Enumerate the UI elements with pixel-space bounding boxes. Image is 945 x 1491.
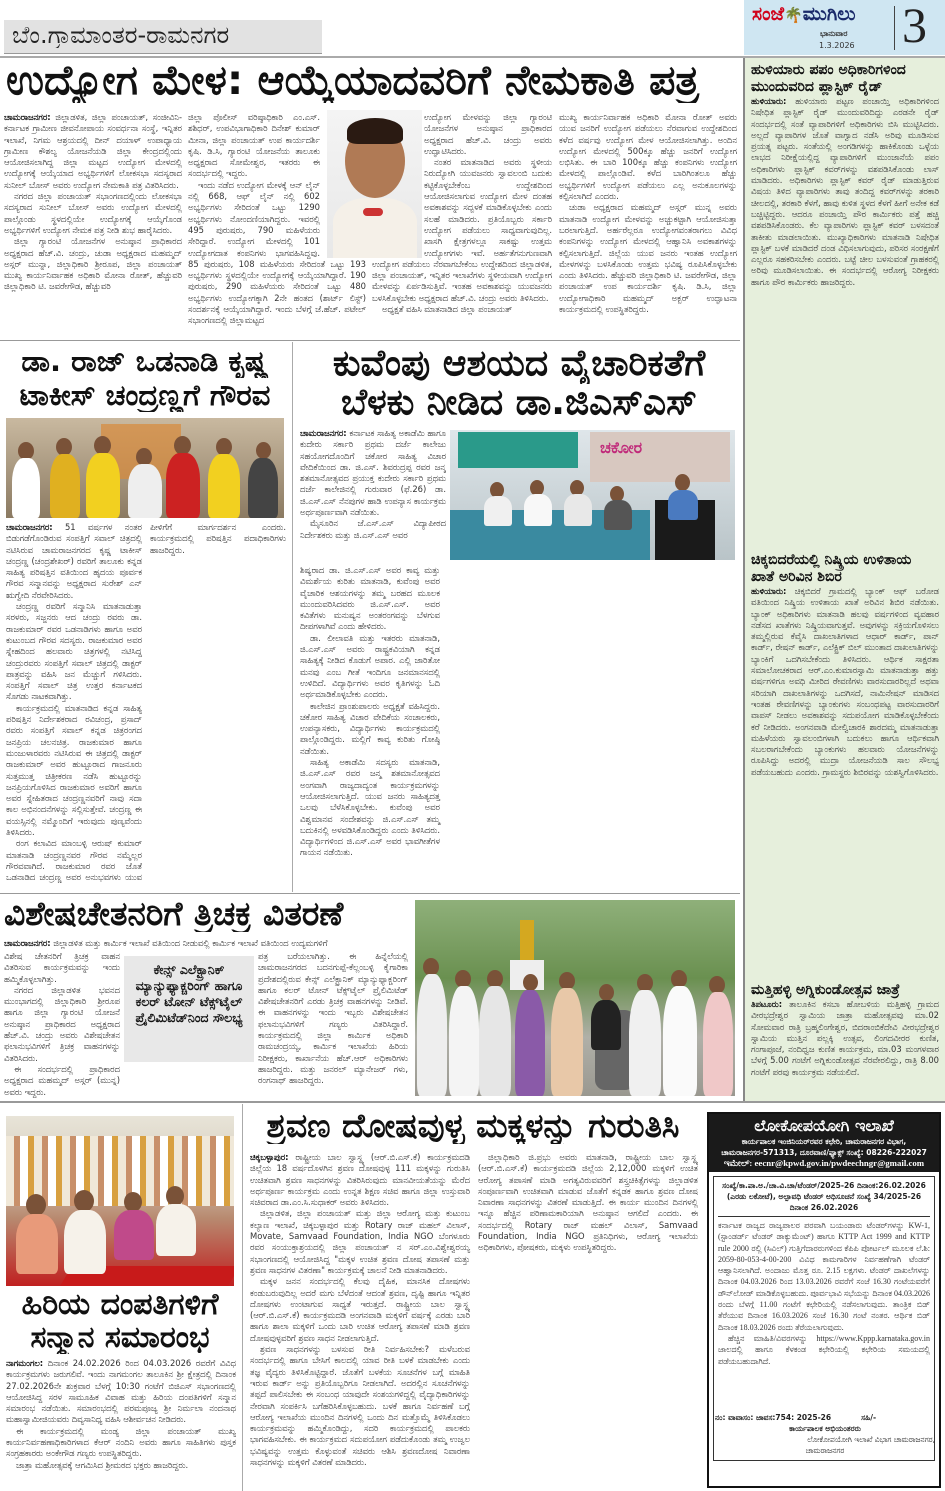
- paragraph: ಪತ್ರ ಬರೆಯಲಾಗಿತ್ತು. ಈ ಹಿನ್ನೆಲೆಯಲ್ಲಿ ಚಾಮರಾಜನಗರದ ಬದನಗುಪ್ಪೆ-ಕೆಲ್ಲಂಬಳ್ಳಿ ಕೈಗಾರಿಕಾ ಪ್ರದೇಶದಲ್ಲಿರುವ ಕೇನ್ಸ್ ಎಲೆಕ್ಟ್ರಾನಿಕ್ ಮ್ಯಾನ್ಯುಫ್ಯಾಕ್ಚರಿಂಗ್ ಹಾಗೂ ಕಲರ್ ಟೋನ್ ಟೆಕ್ಸ್‌ಟೈಲ್ ಪ್ರೈಲಿಮಿಟೆಡ್ ವಿಶೇಷಚೇತನರಿಗೆ ಎರಡು ತ್ರಿಚಕ್ರ ವಾಹನಗಳನ್ನು ನೀಡಿವೆ. ಈ ವಾಹನಗಳನ್ನು ಇಂದು ಇಬ್ಬರು ವಿಶೇಷಚೇತನ ಫಲಾನುಭವಿಗಳಿಗೆ ಗಣ್ಯರು ವಿತರಿಸಿದ್ದಾರೆ. ಕಾರ್ಯಕ್ರಮದಲ್ಲಿ ಜಿಲ್ಲಾ ಕಾರ್ಮಿಕ ಅಧಿಕಾರಿ ರಾಮಚಂದ್ರಯ್ಯ, ಕಾರ್ಮಿಕ ಇಲಾಖೆಯ ಹಿರಿಯ ನಿರೀಕ್ಷಕರು, ಕಾರ್ಖಾನೆಯ ಹೆಚ್.ಆರ್ ಅಧಿಕಾರಿಗಳು ಹಾಜರಿದ್ದರು. ಮತ್ತು ಜನರಲ್ ಮ್ಯಾನೇಜರ್ ಗಳು, ರಂಗನಾಥ್ ಹಾಜರಿದ್ದರು.: [258, 951, 408, 1086]
- paragraph: ಜಿಲ್ಲಾಧಿಕಾರಿ ಜಿ.ಪ್ರಭು ಅವರು ಮಾತನಾಡಿ, ರಾಷ್ಟ್ರೀಯ ಬಾಲ ಸ್ವಾಸ್ಥ್ಯ (ಆರ್.ಬಿ.ಎಸ್.ಕೆ) ಕಾರ್ಯಕ್ರಮದಡಿ ಜಿಲ್ಲೆಯ 2,12,000 ಮಕ್ಕಳಿಗೆ ಉಚಿತ ಆರೋಗ್ಯ ತಪಾಸಣೆ ಮಾಡಿ ಅಗತ್ಯವಿರುವವರಿಗೆ ಶಸ್ತ್ರಚಿಕಿತ್ಸೆಗಳನ್ನು ಜಿಲ್ಲಾಡಳಿತ ಸಂಪೂರ್ಣವಾಗಿ ಉಚಿತವಾಗಿ ಮಾಡುವ ಜೊತೆಗೆ ಕನ್ನಡಕ ಹಾಗೂ ಶ್ರವಣ ದೋಷ ನಿವಾರಣಾ ಸಾಧನಗಳನ್ನು ವಿತರಣೆ ಮಾಡುತ್ತಿದೆ. ಈ ಕಾರ್ಯ ಮುಂದಿನ ದಿನಗಳಲ್ಲಿ ಇನ್ನೂ ಹೆಚ್ಚಿನ ಪರಿಣಾಮಕಾರಿಯಾಗಿ ಅನುಷ್ಠಾನ ಆಗಲಿದೆ ಎಂದರು. ಈ ಸಂದರ್ಭದಲ್ಲಿ Rotary ರಾಜ್ ಮಹಲ್ ವಿಲಾಸ್, Samvaad Foundation, India NGO ಪ್ರತಿನಿಧಿಗಳು, ಆರೋಗ್ಯ ಇಲಾಖೆಯ ಅಧಿಕಾರಿಗಳು, ಪೋಷಕರು, ಮಕ್ಕಳು ಉಪಸ್ಥಿತರಿದ್ದರು.: [478, 1152, 698, 1253]
- tricycle-lead: [4, 938, 409, 950]
- dateline: ತಿಪಟೂರು:: [751, 999, 783, 1009]
- tricycle-handover-photo: [415, 900, 735, 1096]
- hearing-body: [250, 1152, 698, 1490]
- raj-headline-1: ಡಾ. ರಾಜ್ ಒಡನಾಡಿ ಕೃಷ್ಣ: [21, 346, 269, 378]
- elderly-audience-photo: [6, 1116, 234, 1286]
- paragraph: ಜಿಲ್ಲಾಡಳಿತ, ಜಿಲ್ಲಾ ಪಂಚಾಯತ್ ಮತ್ತು ಜಿಲ್ಲಾ ಆರೋಗ್ಯ ಮತ್ತು ಕುಟುಂಬ ಕಲ್ಯಾಣ ಇಲಾಖೆ, ಚಿಕ್ಕಬಳ್ಳಾಪುರ ಮತ್ತು Rotary ರಾಜ್ ಮಹಲ್ ವಿಲಾಸ್, Movate, Samvaad Foundation, India NGO ಬೆಂಗಳೂರು ರವರ ಸಂಯುಕ್ತಾಶ್ರಯದಲ್ಲಿ ಜಿಲ್ಲಾ ಪಂಚಾಯತ್ ನ ಸರ್.ಎಂ.ವಿಶ್ವೇಶ್ವರಯ್ಯ ಸಭಾಂಗಣದಲ್ಲಿ ಆಯೋಜಿಸಿದ್ದ "ಮಕ್ಕಳ ಉಚಿತ ಶ್ರವಣ ದೋಷ ತಪಾಸಣೆ ಮತ್ತು ಶ್ರವಣ ಸಾಧನಗಳ ವಿತರಣಾ" ಕಾರ್ಯಕ್ರಮಕ್ಕೆ ಚಾಲನೆ ನೀಡಿ ಮಾತನಾಡಿದರು.: [250, 1208, 470, 1275]
- paragraph-list: [6, 522, 286, 888]
- paragraph: ಮಕ್ಕಳ ಜನನ ಸಂದರ್ಭದಲ್ಲಿ ಕೆಲವು ದೈಹಿಕ, ಮಾನಸಿಕ ದೋಷಗಳು ಕಂಡುಬರುವುದಿಲ್ಲ ಅದರೆ ಮಗು ಬೆಳೆದಂತೆ ಆದಂತೆ ಶ್ರವಣ, ದೃಷ್ಟಿ ಹಾಗೂ ಇನ್ನಿತರ ದೋಷಗಳು ಉಂಟಾಗುವ ಸಾಧ್ಯತೆ ಇರುತ್ತದೆ. ರಾಷ್ಟ್ರೀಯ ಬಾಲ ಸ್ವಾಸ್ಥ್ಯ (ಆರ್.ಬಿ.ಎಸ್.ಕೆ) ಕಾರ್ಯಕ್ರಮದಡಿ ಅಂಗನವಾಡಿ ಮಕ್ಕಳಿಗೆ ವರ್ಷಕ್ಕೆ ಎರಡು ಬಾರಿ ಹಾಗೂ ಶಾಲಾ ಮಕ್ಕಳಿಗೆ ಒಂದು ಬಾರಿ ಉಚಿತ ಆರೋಗ್ಯ ತಪಾಸಣೆ ಮಾಡಿ ಶ್ರವಣ ದೋಷವುಳ್ಳವರಿಗೆ ಶ್ರವಣ ಸಾಧನ ನೀಡಲಾಗುತ್ತಿದೆ.: [250, 1276, 470, 1343]
- paragraph: ದಿನಾಂಕ 24.02.2026 ರಿಂದ 04.03.2026 ರವರೆಗೆ ವಿವಿಧ ಕಾರ್ಯಕ್ರಮಗಳು ಜರುಗಲಿವೆ. ಇಂದು ನಾಗಮಂಗಲ ತಾಲೂಕಿನ ಶ್ರೀ ಕ್ಷೇತ್ರದಲ್ಲಿ ದಿನಾಂಕ 27.02.2026ನೇ ಶುಕ್ರವಾರ ಬೆಳಗ್ಗೆ 10:30 ಗಂಟೆಗೆ ಬಿಜಿಎಸ್ ಸಭಾಂಗಣದಲ್ಲಿ ಆಯೋಜಿಸಿದ್ದ ಸರಳ ಸಾಮೂಹಿಕ ವಿವಾಹ ಮತ್ತು ಹಿರಿಯ ದಂಪತಿಗಳಿಗೆ ಸನ್ಮಾನ ಸಮಾರಂಭ ನಡೆಯಿತು. ಸಮಾರಂಭದಲ್ಲಿ ಪರಮಪೂಜ್ಯ ಶ್ರೀ ನಿರ್ಮಲಾ ನಂದನಾಥ ಮಹಾಸ್ವಾಮೀಜಿಯವರು ದಿವ್ಯಸಾನಿಧ್ಯ ವಹಿಸಿ ಆಶೀರ್ವಚನ ನೀಡಿದರು.: [6, 1358, 236, 1425]
- dateline: ಚಾಮರಾಜನಗರ:: [300, 428, 347, 438]
- job-fair-col-1: [4, 112, 182, 338]
- section-label: ಬೆಂ.ಗ್ರಾಮಾಂತರ-ರಾಮನಗರ: [12, 22, 230, 49]
- paragraph: ತಾಲೂಕಿನ ಕಸಬಾ ಹೋಬಳಿಯ ಮತ್ತಿಹಳ್ಳಿ ಗ್ರಾಮದ ವೀರಭದ್ರೇಶ್ವರ ಸ್ವಾಮಿಯ ಜಾತ್ರಾ ಮಹೋತ್ಸವವು ಮಾ.02 ಸೋಮವಾರ ರಾತ್ರಿ ಬ್ರಹ್ಮಲಿಂಗೇಶ್ವರ, ಬಿದರಾಂಬಿಕೆದೇವಿ ವೀರಭದ್ರೇಶ್ವರ ಸ್ವಾಮಿಯ ಮುತ್ತಿನ ಪಲ್ಲಕ್ಕಿ ಉತ್ಸವ, ಲಿಂಗದವೀರರ ಕುಣಿತ, ಗಂಗಾಪೂಜೆ, ನಂದಿಧ್ವಜ ಕುಣಿತ ಕಾರ್ಯಕ್ರಮ, ಮಾ.03 ಮಂಗಳವಾರ ಬೆಳಗ್ಗೆ 5.00 ಗಂಟೆಗೆ ಅಗ್ನಿಕುಂಡೋತ್ಸವ ನೆರವೇರಲಿದ್ದು, ರಾತ್ರಿ 8.00 ಗಂಟೆಗೆ ಪರವು ಕಾರ್ಯಕ್ರಮ ನಡೆಯಲಿದೆ.: [751, 999, 939, 1077]
- pwd-tender-ad: [707, 1112, 941, 1488]
- paragraph: 51 ವರ್ಷಗಳ ನಂತರ ಬಿಡುಗಡೆಗೊಂಡಿರುವ ಸಂಪತ್ತಿಗೆ ಸವಾಲ್ ಚಿತ್ರದಲ್ಲಿ ನಟಿಸಿರುವ ಚಾಮರಾಜನಗರದ ಕೃಷ್ಣ ಟಾಕೀಸ್ ಚಂದ್ರಣ್ಣ (ಚಂದ್ರಶೇಖರ್) ರವರಿಗೆ ತಾಲೂಕು ಕನ್ನಡ ಸಾಹಿತ್ಯ ಪರಿಷತ್ತಿನ ವತಿಯಿಂದ ಹೃದಯ ಪೂರ್ವಕ ಗೌರವ ಸನ್ಮಾನವನ್ನು ಅಧ್ಯಕ್ಷರಾದ ಸುರೇಶ್ ಎನ್ ಋಗ್ವೇದಿ ನೆರವೇರಿಸಿದರು.: [6, 522, 142, 600]
- dateline: ಹುಳಿಯಾರು:: [751, 586, 787, 596]
- ad-header: [709, 1114, 939, 1172]
- kuvempu-headline-2: ಬೆಳಕು ನೀಡಿದ ಡಾ.ಜಿಎಸ್‌ಎಸ್: [341, 383, 697, 423]
- ad-body: [718, 1220, 930, 1367]
- divider: [0, 340, 740, 341]
- kuvempu-event-photo: [450, 430, 735, 560]
- paragraph: ಕಾರ್ಯಕ್ರಮದಲ್ಲಿ ಮಾತನಾಡಿದ ಕನ್ನಡ ಸಾಹಿತ್ಯ ಪರಿಷತ್ತಿನ ನಿರ್ದೇಶಕರಾದ ರವಿಚಂದ್ರ, ಪ್ರಸಾದ್ ರವರು ಸಂಪತ್ತಿಗೆ ಸವಾಲ್ ಕನ್ನಡ ಚಿತ್ರರಂಗದ ಜನಪ್ರಿಯ ಚಲನಚಿತ್ರ. ರಾಜಕುಮಾರ ಹಾಗೂ ಮಂಜುಳಾರವರು ನಟಿಸಿರುವ ಈ ಚಿತ್ರದಲ್ಲಿ ಡಾಕ್ಟರ್ ರಾಜಕುಮಾರ್ ಅವರ ಹುಟ್ಟೂರಾದ ಗಾಜನೂರು ಸುತ್ತಮುತ್ತ ಚಿತ್ರೀಕರಣ ನಡೆಸಿ ಹುಟ್ಟೂರನ್ನು ಜನಪ್ರಿಯಗೊಳಿಸಿದ ರಾಜಕುಮಾರ ಅವರಿಗೆ ಹಾಗೂ ಅವರ ಸ್ನೇಹಿತರಾದ ಚಂದ್ರಣ್ಣನವರಿಗೆ ನಾವು ಸದಾ ಕಾಲ ಅಭಿನಂದನೆಗಳನ್ನು ಸಲ್ಲಿಸುತ್ತೇವೆ. ಚಂದ್ರಣ್ಣ ಈ ವಯಸ್ಸಿನಲ್ಲಿ ನಮ್ಮೊಂದಿಗೆ ಇರುವುದು ಪುಣ್ಯವೆಂದು ತಿಳಿಸಿದರು.: [6, 702, 142, 838]
- paragraph-list: [718, 1221, 930, 1367]
- paragraph: ಹೆಚ್ಚಿನ ಮಾಹಿತಿ/ವಿವರಗಳನ್ನು https://www.Kppp.karnataka.gov.in ಜಾಲದಲ್ಲಿ ಹಾಗೂ ಕೆಳಕಂಡ ಕಛೇರಿಯಲ್ಲಿ ಕಛೇರಿಯ ಸಮಯದಲ್ಲಿ ಪಡೆಯಬಹುದಾಗಿದೆ.: [718, 1333, 930, 1366]
- sidebar-headline: ಮತ್ತಿಹಳ್ಳಿ ಅಗ್ನಿಕುಂಡೋತ್ಸವ ಜಾತ್ರೆ: [751, 982, 900, 998]
- sidebar: [743, 58, 945, 1102]
- page-divider: [894, 6, 895, 50]
- job-fair-col-4: [559, 112, 737, 338]
- paragraph: ಉದ್ಯೋಗ ಮೇಳವನ್ನು ಜಿಲ್ಲಾ ಗ್ಯಾರಂಟಿ ಯೋಜನೆಗಳ ಅನುಷ್ಠಾನ ಪ್ರಾಧಿಕಾರದ ಅಧ್ಯಕ್ಷರಾದ ಹೆಚ್.ವಿ. ಚಂದ್ರು ಅವರು ಉದ್ಘಾಟಿಸಿದರು.: [424, 112, 552, 156]
- masthead: [744, 0, 945, 55]
- ad-footer-number: ನಂ: ವಾವಾಸಂ: ಜಾವಸ:754: 2025-26: [715, 1413, 832, 1422]
- paragraph-list: [751, 586, 939, 777]
- dateline: ಚಿಕ್ಕಬಳ್ಳಾಪುರ:: [250, 1152, 289, 1162]
- dateline: ಚಾಮರಾಜನಗರ:: [6, 522, 53, 532]
- paragraph-list: [4, 112, 182, 293]
- paragraph: ಕರ್ನಾಟಕ ಸಾಹಿತ್ಯ ಅಕಾಡೆಮಿ ಹಾಗೂ ಕುದೇರು ಸರ್ಕಾರಿ ಪ್ರಥಮ ದರ್ಜೆ ಕಾಲೇಜು ಸಹಯೋಗದೊಂದಿಗೆ ಚಕೋರ ಸಾಹಿತ್ಯ ವಿಚಾರ ವೇದಿಕೆಯಿಂದ ಡಾ. ಜಿ.ಎಸ್. ಶಿವರುದ್ರಪ್ಪ ರವರ ಜನ್ಮ ಶತಮಾನೋತ್ಸವದ ಪ್ರಯುಕ್ತ ಕುದೇರು ಸರ್ಕಾರಿ ಪ್ರಥಮ ದರ್ಜೆ ಕಾಲೇಜಿನಲ್ಲಿ ಗುರುವಾರ (ಫೆ.26) ಡಾ. ಜಿ.ಎಸ್.ಎಸ್ ನೆನಪುಗಳ ಹಾಡಿ ಉಪನ್ಯಾಸ ಕಾರ್ಯಕ್ರಮ ಅರ್ಥಪೂರ್ಣವಾಗಿ ನಡೆಯಿತು.: [300, 428, 446, 518]
- paragraph: ಸಾಹಿತ್ಯ ಅಕಾಡೆಮಿ ಸದಸ್ಯರು ಮಾತನಾಡಿ, ಜಿ.ಎಸ್.ಎಸ್ ರವರ ಜನ್ಮ ಶತಮಾನೋತ್ಸವದ ಅಂಗವಾಗಿ ರಾಜ್ಯದಾದ್ಯಂತ ಕಾರ್ಯಕ್ರಮಗಳನ್ನು ಆಯೋಜಿಸಲಾಗುತ್ತಿದೆ. ಯುವ ಜನರು ಸಾಹಿತ್ಯದತ್ತ ಒಲವು ಬೆಳೆಸಿಕೊಳ್ಳಬೇಕು. ಕುವೆಂಪು ಅವರ ವಿಶ್ವಮಾನವ ಸಂದೇಶವನ್ನು ಜಿ.ಎಸ್.ಎಸ್ ತಮ್ಮ ಬದುಕಿನಲ್ಲಿ ಅಳವಡಿಸಿಕೊಂಡಿದ್ದರು ಎಂದು ತಿಳಿಸಿದರು. ವಿದ್ಯಾರ್ಥಿಗಳಿಂದ ಜಿ.ಎಸ್.ಎಸ್ ಅವರ ಭಾವಗೀತೆಗಳ ಗಾಯನ ನಡೆಯಿತು.: [300, 757, 440, 858]
- paragraph: ಶ್ರವಣ ಸಾಧನಗಳನ್ನು ಬಳಸುವ ರೀತಿ ನಿರ್ವಹಿಸಬೇಕು? ಮಳೆಬರುವ ಸಂದರ್ಭದಲ್ಲಿ ಹಾಗೂ ಬೇಸಿಗೆ ಕಾಲದಲ್ಲಿ ಯಾವ ರೀತಿ ಬಳಕೆ ಮಾಡಬೇಕು ಎಂದು ತಜ್ಞ ವೈದ್ಯರು ತಿಳಿಸಿಕೊಟ್ಟಿದ್ದಾರೆ. ಜೊತೆಗೆ ಬಳಕೆಯ ಸೂಚನೆಗಳ ಬಗ್ಗೆ ಮಾಹಿತಿ ಇರುವ ಕಾರ್ಡ್ ಅನ್ನು ಪ್ರತಿಯೊಬ್ಬರಿಗೂ ನೀಡಲಾಗಿದೆ. ಅದರಲ್ಲಿನ ಸೂಚನೆಗಳನ್ನು ತಪ್ಪದೆ ಪಾಲಿಸಬೇಕು ಈ ಸಂಬಂಧ ಯಾವುದೇ ಸಂಶಯಗಳಿದ್ದಲ್ಲಿ ವೈದ್ಯಾಧಿಕಾರಿಗಳನ್ನು ನೇರವಾಗಿ ಸಂಪರ್ಕಿಸಿ ಬಗೆಹರಿಸಿಕೊಳ್ಳಬಹುದು. ಬಳಕೆ ಹಾಗೂ ನಿರ್ವಹಣೆ ಬಗ್ಗೆ ಆರೋಗ್ಯ ಇಲಾಖೆಯ ಮುಂದಿನ ದಿನಗಳಲ್ಲಿ ಒಂದು ದಿನ ಮತ್ತೊಮ್ಮೆ ತಿಳಿಸಿಕೊಡಲು ಕಾರ್ಯಕ್ರಮವನ್ನು ಹಮ್ಮಿಕೊಂಡಿದ್ದು, ಸದರಿ ಕಾರ್ಯಕ್ರಮದಲ್ಲಿ ಪಾಲಕರು ಭಾಗವಹಿಸಬೇಕು. ಈ ಕಾರ್ಯಕ್ರಮದ ಸದುಪಯೋಗ ಪಡೆದುಕೊಂಡು ತಮ್ಮ ಉಜ್ವಲ ಭವಿಷ್ಯವನ್ನು ಉತ್ತಮ ಕೊಳ್ಳುವಂತೆ ಸಚಿವರು ಆಶಿಸಿ ಶ್ರವಣದೋಷ ನಿವಾರಣಾ ಸಾಧನಗಳನ್ನು ಮಕ್ಕಳಿಗೆ ವಿತರಣೆ ಮಾಡಿದರು.: [250, 1344, 470, 1468]
- dateline: ಚಾಮರಾಜನಗರ:: [4, 112, 51, 122]
- paragraph: ಮೈಸೂರಿನ ಜೆ.ಎಸ್.ಎಸ್ ವಿದ್ಯಾಪೀಠದ ನಿರ್ದೇಶಕರು ಮತ್ತು ಜಿ.ಎಸ್.ಎಸ್ ಅವರ: [300, 518, 446, 540]
- dateline: ಚಾಮರಾಜನಗರ:: [4, 938, 51, 948]
- dateline: ನಾಗಮಂಗಲ:: [6, 1358, 44, 1368]
- ad-signature: ಸಹಿ/-: [861, 1413, 877, 1422]
- pullquote-box: [124, 956, 254, 1062]
- paragraph: ಚುಡಾ ಅಧ್ಯಕ್ಷರಾದ ಮಹಮ್ಮದ್ ಅಸ್ಗರ್ ಮುನ್ನ ಅವರು ಮಾತನಾಡಿ ಉದ್ಯೋಗ ಮೇಳವನ್ನು ಅಚ್ಚುಕಟ್ಟಾಗಿ ಆಯೋಜಿಸುತ್ತಾ ಬರಲಾಗುತ್ತಿದೆ. ಅರ್ಹರೆಲ್ಲರೂ ಉದ್ಯೋಗವಂತರಾಗಲು ವಿವಿಧ ಕಂಪನಿಗಳನ್ನು ಉದ್ಯೋಗ ಮೇಳದಲ್ಲಿ ಆಹ್ವಾನಿಸಿ ಅವಕಾಶಗಳನ್ನು ಕಲ್ಪಿಸಲಾಗುತ್ತಿದೆ. ಜಿಲ್ಲೆಯ ಯುವ ಜನರು ಇಂತಹ ಉದ್ಯೋಗ ಮೇಳಗಳನ್ನು ಬಳಸಿಕೊಂಡು ಉತ್ತಮ ಭವಿಷ್ಯ ರೂಪಿಸಿಕೊಳ್ಳಬೇಕು ಎಂದು ತಿಳಿಸಿದರು. ಹೆಚ್ಚುವರಿ ಜಿಲ್ಲಾಧಿಕಾರಿ ಟಿ. ಜವರೇಗೌಡ, ಜಿಲ್ಲಾ ಪಂಚಾಯತ್ ಉಪ ಕಾರ್ಯದರ್ಶಿ ಕೃಷಿ. ಡಿ.ಸಿ, ಜಿಲ್ಲಾ ಉದ್ಯೋಗಾಧಿಕಾರಿ ಮಹಮ್ಮದ್ ಅಕ್ಬರ್ ಉದ್ಘಾಟನಾ ಕಾರ್ಯಕ್ರಮದಲ್ಲಿ ಉಪಸ್ಥಿತರಿದ್ದರು.: [559, 202, 737, 315]
- elderly-body: [6, 1358, 236, 1491]
- paragraph: ವಿಶೇಷ ಚೇತನರಿಗೆ ತ್ರಿಚಕ್ರ ವಾಹನ ವಿತರಿಸುವ ಕಾರ್ಯಕ್ರಮವನ್ನು ಇಂದು ಹಮ್ಮಿಕೊಳ್ಳಲಾಗಿತ್ತು.: [4, 951, 120, 984]
- paragraph: ನಗರದ ಜಿಲ್ಲಾ ಪಂಚಾಯತ್ ಸಭಾಂಗಣದಲ್ಲಿಂದು ಲೋಕಸಭಾ ಸದಸ್ಯರಾದ ಸುನೀಲ್ ಬೋಸ್ ಅವರು ಉದ್ಯೋಗ ಮೇಳದಲ್ಲಿ ಪಾಲ್ಗೊಂಡು ಸ್ಥಳದಲ್ಲಿಯೇ ಉದ್ಯೋಗಕ್ಕೆ ಆಯ್ಕೆಗೊಂಡ ಅಭ್ಯರ್ಥಿಗಳಿಗೆ ಉದ್ಯೋಗ ನೇಮಕ ಪತ್ರ ನೀಡಿ ಶುಭ ಹಾರೈಸಿದರು.: [4, 191, 182, 235]
- paragraph: ಡಾ. ಲೀಲಾವತಿ ಮತ್ತು ಇತರರು ಮಾತನಾಡಿ, ಜಿ.ಎಸ್.ಎಸ್ ಅವರು ರಾಷ್ಟ್ರಕವಿಯಾಗಿ ಕನ್ನಡ ಸಾಹಿತ್ಯಕ್ಕೆ ನೀಡಿದ ಕೊಡುಗೆ ಅಪಾರ. ಎಲ್ಲಿ ಜಾರಿತೋ ಮನವು ಎಂಬ ಗೀತೆ ಇಂದಿಗೂ ಜನಮಾನಸದಲ್ಲಿ ಉಳಿದಿದೆ. ವಿದ್ಯಾರ್ಥಿಗಳು ಅವರ ಕೃತಿಗಳನ್ನು ಓದಿ ಅರ್ಥಮಾಡಿಕೊಳ್ಳಬೇಕು ಎಂದರು.: [300, 632, 440, 700]
- issue-day: ಭಾನುವಾರ: [820, 29, 848, 38]
- ad-footer: [715, 1412, 935, 1456]
- paragraph: ಚಂದ್ರಣ್ಣ ರವರಿಗೆ ಸನ್ಮಾನಿಸಿ ಮಾತನಾಡುತ್ತಾ ಸರಳರು, ಸಜ್ಜನರು ಆದ ಚಂದ್ರು ರವರು ಡಾ. ರಾಜಕುಮಾರ್ ರವರ ಒಡನಾಡಿಗಳು ಹಾಗೂ ಅವರ ಕುಟುಂಬದ ಗೌರವ ಸದಸ್ಯರು. ರಾಜಕುಮಾರ ಅವರ ಸ್ನೇಹದಿಂದ ಹಲವಾರು ಚಿತ್ರಗಳಲ್ಲಿ ನಟಿಸಿದ್ದ ಚಂದ್ರುರವರು ಸಂಪತ್ತಿಗೆ ಸವಾಲ್ ಚಿತ್ರದಲ್ಲಿ ಡಾಕ್ಟರ್ ಪಾತ್ರವನ್ನು ವಹಿಸಿ ಜನ ಮೆಚ್ಚುಗೆ ಗಳಿಸಿದರು. ಸಂಪತ್ತಿಗೆ ಸವಾಲ್ ಚಿತ್ರ ಉತ್ತರ ಕರ್ನಾಟಕದ ಸೊಗಡು ನಾಟಕವಾಗಿತ್ತು.: [6, 601, 142, 702]
- paragraph-list: [6, 1358, 236, 1471]
- sidebar-story: [751, 62, 939, 552]
- tricycle-headline: ವಿಶೇಷಚೇತನರಿಗೆ ತ್ರಿಚಕ್ರ ವಿತರಣೆ: [4, 896, 344, 933]
- tricycle-col-1: [4, 951, 120, 1099]
- sidebar-body: [751, 586, 939, 778]
- lead-text: ಜಿಲ್ಲಾಡಳಿತ ಮತ್ತು ಕಾರ್ಮಿಕ ಇಲಾಖೆ ವತಿಯಿಂದ ನೀಡುವಲ್ಲಿ ಕಾರ್ಮಿಕ ಇಲಾಖೆ ವತಿಯಿಂದ ಉದ್ಯಮಗಳಿಗೆ: [53, 938, 328, 948]
- paragraph: ಕಾಲೇಜಿನ ಪ್ರಾಂಶುಪಾಲರು ಅಧ್ಯಕ್ಷತೆ ವಹಿಸಿದ್ದರು. ಚಕೋರ ಸಾಹಿತ್ಯ ವಿಚಾರ ವೇದಿಕೆಯ ಸಂಚಾಲಕರು, ಉಪನ್ಯಾಸಕರು, ವಿದ್ಯಾರ್ಥಿಗಳು ಕಾರ್ಯಕ್ರಮದಲ್ಲಿ ಪಾಲ್ಗೊಂಡಿದ್ದರು. ಮಲ್ಲಿಗೆ ಕಾವ್ಯ ಕುರಿತು ಗೋಷ್ಠಿ ನಡೆಯಿತು.: [300, 700, 440, 756]
- paragraph-list: [250, 1152, 698, 1490]
- ad-signatory: ಕಾರ್ಯಪಾಲಕ ಅಭಿಯಂತರರು: [789, 1424, 861, 1433]
- paragraph: ಕರ್ನಾಟಕ ರಾಜ್ಯದ ರಾಜ್ಯಪಾಲರ ಪರವಾಗಿ ಬಯಂಡಾರು ಟೆಂಡರ್‌ಗಳನ್ನು KW-1, (ಸ್ಟಾಂಡರ್ಡ್ ಟೆಂಡರ್ ಡಾಕ್ಯುಮೆಂಟ್) ಹಾಗೂ KTTP Act 1999 and KTTP rule 2000 ರಲ್ಲಿ (ಸಿವಿಲ್) ಗುತ್ತಿಗೆದಾರರುಗಳಿಂದ ಕೆಪಿಪಿ ಪೋರ್ಟಲ್ ಮೂಲಕ ಲೆ.ಶಿ: 2059-80-053-4-00-200 ವಿವಿಧ ಕಾಮಗಾರಿಗಳ ನಿರ್ವಹಣೆಗಾಗಿ ಟೆಂಡರ್ ಆಹ್ವಾನಿಸಲಾಗಿದೆ. ಅಂದಾಜು ಮೊತ್ತ ರೂ. 2.15 ಲಕ್ಷಗಳು. ಟೆಂಡರ್ ದಾಖಲೆಗಳನ್ನು ದಿನಾಂಕ 04.03.2026 ರಿಂದ 13.03.2026 ರವರೆಗೆ ಸಂಜೆ 16.30 ಗಂಟೆಯವರೆಗೆ ಡೌನ್‌ಲೋಡ್ ಮಾಡಿಕೊಳ್ಳಬಹುದು. ಪೂರ್ವಭಾವಿ ಸಭೆಯನ್ನು ದಿನಾಂಕ 04.03.2026 ರಂದು ಬೆಳಗ್ಗೆ 11.00 ಗಂಟೆಗೆ ಕಛೇರಿಯಲ್ಲಿ ನಡೆಸಲಾಗುವುದು. ತಾಂತ್ರಿಕ ಬಿಡ್ ತೆರೆಯುವ ದಿನಾಂಕ 16.03.2026 ಸಂಜೆ 16.30 ಗಂಟೆ ನಂತರ. ಆರ್ಥಿಕ ಬಿಡ್ ದಿನಾಂಕ 18.03.2026 ರಂದು ತೆರೆಯಲಾಗುವುದು.: [718, 1221, 930, 1332]
- sidebar-headline: ಚಿಕ್ಕಬಿದರೆಯಲ್ಲಿ ನಿಷ್ಕ್ರಿಯ ಉಳಿತಾಯ ಖಾತೆ ಅರಿವಿನ ಶಿಬಿರ: [751, 552, 912, 585]
- paragraph-list: [751, 999, 939, 1077]
- banner-text: ಚಕೋರ: [600, 438, 643, 457]
- sidebar-story: [751, 552, 939, 982]
- paragraph: ಈ ಕಾರ್ಯಕ್ರಮದಲ್ಲಿ ಮಂಡ್ಯ ಜಿಲ್ಲಾ ಪಂಚಾಯತ್ ಮುಖ್ಯ ಕಾರ್ಯನಿರ್ವಹಣಾಧಿಕಾರಿಗಳಾದ ಕೆಆರ್ ನಂದಿನಿ ಅವರು ಹಾಗೂ ಸಾಹಿತಿಗಳು ಪುಸ್ತಕ ಸಂಗ್ರಹಕಾರರು ಅಂಕೇಗೌಡ ಗಣ್ಯರು ಉಪಸ್ಥಿತರಿದ್ದರು.: [6, 1425, 236, 1459]
- ad-dept-2: ಚಾಮರಾಜನಗರ: [805, 1446, 845, 1455]
- ad-dept-1: ಲೋಕೋಪಯೋಗಿ ಇಲಾಖೆ ವಿಭಾಗ ಚಾಮರಾಜನಗರ,: [807, 1435, 935, 1444]
- divider: [292, 342, 293, 892]
- sidebar-body: [751, 96, 939, 288]
- tricycle-col-2: [258, 951, 408, 1099]
- paragraph-list: [751, 96, 939, 287]
- logo-part-1: ಸಂಜೆ: [752, 3, 785, 25]
- paper-logo: [752, 3, 856, 25]
- paragraph-list: [258, 951, 408, 1085]
- paragraph: ಅಧ್ಯಕ್ಷತೆ ವಹಿಸಿ ಮಾತನಾಡಿದ ಜಿಲ್ಲಾ ಪಂಚಾಯತ್: [382, 304, 513, 315]
- sidebar-headline: ಹುಳಿಯಾರು ಪಪಂ ಅಧಿಕಾರಿಗಳಿಂದ ಮುಂದುವರಿದ ಪ್ಲಾಸ್ಟಿಕ್ ರೈಡ್: [751, 62, 906, 95]
- raj-body: [6, 522, 286, 888]
- ad-reference: ಸಂಖ್ಯೆ/ಕಾ.ಪಾ.ಅ./ಚಾ.ವಿ.ಚಾ/ಟೆಂಡರ್/2025-26 ದಿನಾಂಕ:26.02.2026 (ಎರಡು ಲಕೋಟೆ), ಅಲ್ಪಾವಧಿ ಟೆಂಡರ್ ಅಧಿಸೂಚನೆ ಸಂಖ್ಯೆ 34/2025-26 ದಿನಾಂಕ 26.02.2026: [718, 1180, 930, 1217]
- dateline: ಹುಳಿಯಾರು:: [751, 96, 787, 106]
- hearing-headline: ಶ್ರವಣ ದೋಷವುಳ್ಳ ಮಕ್ಕಳನ್ನು ಗುರುತಿಸಿ: [266, 1108, 680, 1145]
- page-number: 3: [902, 0, 927, 53]
- divider: [0, 893, 740, 894]
- paragraph: ಈ ಸಂದರ್ಭದಲ್ಲಿ ಪ್ರಾಧಿಕಾರದ ಅಧ್ಯಕ್ಷರಾದ ಮಹಮ್ಮದ್ ಅಸ್ಗರ್ (ಮುನ್ನ) ಅವರು ಇದ್ದರು.: [4, 1063, 120, 1097]
- issue-date: 1.3.2026: [819, 41, 855, 50]
- sidebar-body: [751, 999, 939, 1078]
- ad-contact: ಚಾಮರಾಜನಗರ-571313, ದೂರವಾಣಿ/ಫ್ಯಾಕ್ಸ್ ಸಂಖ್ಯೆ: 08226-222027: [721, 1148, 927, 1157]
- paragraph: ಮುಖ್ಯ ಕಾರ್ಯನಿರ್ವಾಹಕ ಅಧಿಕಾರಿ ಮೋನಾ ರೋತ್ ಅವರು ಯುವ ಜನರಿಗೆ ಉದ್ಯೋಗ ಪಡೆಯಲು ನೆರವಾಗುವ ಉದ್ದೇಶದಿಂದ ಕಳೆದ ವರ್ಷವು ಉದ್ಯೋಗ ಮೇಳ ಆಯೋಜಿಸಲಾಗಿತ್ತು. ಅಂದಿನ ಉದ್ಯೋಗ ಮೇಳದಲ್ಲಿ 500ಕ್ಕೂ ಹೆಚ್ಚು ಜನರಿಗೆ ಉದ್ಯೋಗ ಲಭಿಸಿತು. ಈ ಬಾರಿ 100ಕ್ಕೂ ಹೆಚ್ಚು ಕಂಪನಿಗಳು ಉದ್ಯೋಗ ಮೇಳದಲ್ಲಿ ಪಾಲ್ಗೊಂಡಿವೆ. ಕಳೆದ ಬಾರಿಗಿಂತಲೂ ಹೆಚ್ಚು ಅಭ್ಯರ್ಥಿಗಳಿಗೆ ಉದ್ಯೋಗ ಪಡೆಯಲು ಎಲ್ಲ ಅನುಕೂಲಗಳನ್ನು ಕಲ್ಪಿಸಲಾಗಿದೆ ಎಂದರು.: [559, 112, 737, 202]
- raj-headline-2: ಟಾಕೀಸ್ ಚಂದ್ರಣ್ಣಗೆ ಗೌರವ: [19, 380, 271, 412]
- paragraph: ಜಾತ್ರಾ ಮಹೋತ್ಸವಕ್ಕೆ ಆಗಮಿಸಿದ ಶ್ರೀಮಠದ ಭಕ್ತರು ಹಾಜರಿದ್ದರು.: [16, 1459, 189, 1470]
- sidebar-story: [751, 982, 939, 1078]
- paragraph: ಇಂದು ನಡೆದ ಉದ್ಯೋಗ ಮೇಳಕ್ಕೆ ಆನ್ ಲೈನ್ ನಲ್ಲಿ 668, ಆಫ್ ಲೈನ್ ನಲ್ಲಿ 602 ಅಭ್ಯರ್ಥಿಗಳು ಸೇರಿದಂತೆ ಒಟ್ಟು 1290 ಅಭ್ಯರ್ಥಿಗಳು ನೋಂದಣಿಯಾಗಿದ್ದರು. ಇವರಲ್ಲಿ 495 ಪುರುಷರು, 790 ಮಹಿಳೆಯರು ಸೇರಿದ್ದಾರೆ. ಉದ್ಯೋಗ ಮೇಳದಲ್ಲಿ 101 ಉದ್ಯೋಗದಾತ ಕಂಪನಿಗಳು ಭಾಗವಹಿಸಿದ್ದವು. 85 ಪುರುಷರು, 108 ಮಹಿಳೆಯರು ಸೇರಿದಂತೆ ಒಟ್ಟು 193 ಅಭ್ಯರ್ಥಿಗಳು ಸ್ಥಳದಲ್ಲಿಯೇ ಉದ್ಯೋಗಕ್ಕೆ ಆಯ್ಕೆಯಾಗಿದ್ದಾರೆ. 190 ಪುರುಷರು, 290 ಮಹಿಳೆಯರು ಸೇರಿದಂತೆ ಒಟ್ಟು 480 ಅಭ್ಯರ್ಥಿಗಳು ಉದ್ಯೋಗಕ್ಕಾಗಿ 2ನೇ ಹಂತದ (ಶಾರ್ಟ್ ಲಿಸ್ಟ್) ಸಂದರ್ಶನಕ್ಕೆ ಆಯ್ಕೆಯಾಗಿದ್ದಾರೆ. ಇಂದು ಬೆಳಗ್ಗೆ ಜೆ.ಹೆಚ್. ಪಟೇಲ್ ಸಭಾಂಗಣದಲ್ಲಿ ಜಿಲ್ಲಾಮಟ್ಟದ: [188, 179, 366, 326]
- paragraph-list: [300, 428, 446, 541]
- job-fair-headline: ಉದ್ಯೋಗ ಮೇಳ: ಆಯ್ಕೆಯಾದವರಿಗೆ ನೇಮಕಾತಿ ಪತ್ರ: [6, 58, 699, 104]
- palm-tree-icon: 🌴: [784, 6, 803, 24]
- divider: [242, 1104, 243, 1491]
- paragraph: ರಂಗ ಕಲಾವಿದ ಮಾಂಬಳ್ಳಿ ಆರುಷ್ ಕುಮಾರ್ ಮಾತನಾಡಿ ಚಂದ್ರಣ್ಣನವರ ಗೌರವ ನಮ್ಮೆಲ್ಲರ ಗೌರವವಾಗಿದೆ. ರಾಜಕುಮಾರ ರವರ ಜೊತೆ ಒಡನಾಡಿದ ಚಂದ್ರಣ್ಣ ಅವರ ಅನುಭವಗಳು ಯುವ ಪೀಳಿಗೆಗೆ ಮಾರ್ಗದರ್ಶನ ಎಂದರು. ಕಾರ್ಯಕ್ರಮದಲ್ಲಿ ಪರಿಷತ್ತಿನ ಪದಾಧಿಕಾರಿಗಳು ಹಾಜರಿದ್ದರು.: [6, 522, 286, 883]
- ad-title: ಲೋಕೋಪಯೋಗಿ ಇಲಾಖೆ: [754, 1116, 894, 1135]
- paragraph: ಜಿಲ್ಲಾಡಳಿತ, ಜಿಲ್ಲಾ ಪಂಚಾಯತ್, ಸಂಜೀವಿನಿ-ಕರ್ನಾಟಕ ಗ್ರಾಮೀಣ ಜೀವನೋಪಾಯ ಸಂವರ್ಧನಾ ಸಂಸ್ಥೆ, ಇನ್ನಿತರ ಇಲಾಖೆ, ನಿಗಮ ಆಶ್ರಯದಲ್ಲಿ ದೀನ್ ದಯಾಳ್ ಉಪಾಧ್ಯಾಯ ಗ್ರಾಮೀಣ ಕೌಶಲ್ಯ ಯೋಜನೆಯಡಿ ಜಿಲ್ಲಾ ಕೇಂದ್ರದಲ್ಲಿಂದು ಆಯೋಜಿಸಲಾಗಿದ್ದ ಜಿಲ್ಲಾ ಮಟ್ಟದ ಉದ್ಯೋಗ ಮೇಳದಲ್ಲಿ ಉದ್ಯೋಗಕ್ಕೆ ಆಯ್ಕೆಯಾದ ಅಭ್ಯರ್ಥಿಗಳಿಗೆ ಲೋಕಸಭಾ ಸದಸ್ಯರಾದ ಸುನೀಲ್ ಬೋಸ್ ಅವರು ಉದ್ಯೋಗ ನೇಮಕಾತಿ ಪತ್ರ ವಿತರಿಸಿದರು.: [4, 112, 182, 190]
- paragraph: ಶಿಷ್ಯರಾದ ಡಾ. ಜಿ.ಎಸ್.ಎಸ್ ಅವರ ಕಾವ್ಯ ಮತ್ತು ವಿಮರ್ಶೆಯ ಕುರಿತು ಮಾತನಾಡಿ, ಕುವೆಂಪು ಅವರ ವೈಚಾರಿಕ ಆಶಯಗಳನ್ನು ತಮ್ಮ ಬರಹದ ಮೂಲಕ ಮುಂದುವರಿಸಿದವರು ಜಿ.ಎಸ್.ಎಸ್. ಅವರ ಕವಿತೆಗಳು ಮನುಷ್ಯನ ಅಂತರಂಗವನ್ನು ಬೆಳಗುವ ದೀಪಗಳಾಗಿವೆ ಎಂದು ಹೇಳಿದರು.: [300, 565, 440, 632]
- paragraph: ಜಿಲ್ಲಾ ಗ್ಯಾರಂಟಿ ಯೋಜನೆಗಳ ಅನುಷ್ಠಾನ ಪ್ರಾಧಿಕಾರದ ಅಧ್ಯಕ್ಷರಾದ ಹೆಚ್.ವಿ. ಚಂದ್ರು, ಚುಡಾ ಅಧ್ಯಕ್ಷರಾದ ಮಹಮ್ಮದ್ ಅಸ್ಗರ್ ಮುನ್ನಾ, ಜಿಲ್ಲಾಧಿಕಾರಿ ಶ್ರೀರೂಪ, ಜಿಲ್ಲಾ ಪಂಚಾಯತ್ ಮುಖ್ಯ ಕಾರ್ಯನಿರ್ವಾಹಕ ಅಧಿಕಾರಿ ಮೋನಾ ರೋತ್, ಹೆಚ್ಚುವರಿ ಜಿಲ್ಲಾಧಿಕಾರಿ ಟಿ. ಜವರೇಗೌಡ, ಹೆಚ್ಚುವರಿ: [4, 236, 182, 292]
- paragraph: ಚಿಕ್ಕಬಿದರೆ ಗ್ರಾಮದಲ್ಲಿ ಬ್ಯಾಂಕ್ ಆಫ್ ಬರೋಡ ವತಿಯಿಂದ ನಿಷ್ಕ್ರಿಯ ಉಳಿತಾಯ ಖಾತೆ ಅರಿವಿನ ಶಿಬಿರ ನಡೆಯಿತು. ಬ್ಯಾಂಕ್ ಅಧಿಕಾರಿಗಳು ಮಾತನಾಡಿ ಹಲವು ವರ್ಷಗಳಿಂದ ವ್ಯವಹಾರ ನಡೆಸದ ಖಾತೆಗಳು ನಿಷ್ಕ್ರಿಯವಾಗುತ್ತವೆ. ಅವುಗಳನ್ನು ಸಕ್ರಿಯಗೊಳಿಸಲು ತಮ್ಮಲ್ಲಿರುವ ಕೆವೈಸಿ ದಾಖಲಾತಿಗಳಾದ ಆಧಾರ್ ಕಾರ್ಡ್, ಪಾನ್ ಕಾರ್ಡ್, ರೇಷನ್ ಕಾರ್ಡ್, ಎಲೆಕ್ಟ್ರಿಕ್ ಬಿಲ್ ಮುಂತಾದ ದಾಖಲಾತಿಗಳನ್ನು ಬ್ಯಾಂಕಿಗೆ ಒದಗಿಸಬೇಕೆಂದು ತಿಳಿಸಿದರು. ಆರ್ಥಿಕ ಸಾಕ್ಷರತಾ ಸಮಾಲೋಚಕರಾದ ಆರ್.ಎಂ.ಕುಮಾರಸ್ವಾಮಿ ಮಾತನಾಡುತ್ತಾ ಹತ್ತು ವರ್ಷಗಳಿಗೂ ಅವಧಿ ಮೀರಿದ ಠೇವಣಿಗಳು ವಾರಸುದಾರರಿಲ್ಲದೆ ಅಥವಾ ಸರಿಯಾಗಿ ದಾಖಲಾತಿಗಳನ್ನು ಒದಗಿಸದೆ, ನಾಮಿನೇಷನ್ ಮಾಡಿಸದ ಇಂತಹ ಠೇವಣಿಗಳನ್ನು ಬ್ಯಾಂಕುಗಳು ಸಂಬಂಧಪಟ್ಟ ವಾರಸುದಾರರಿಗೆ ವಾಪಸ್ ನೀಡಲು ಅವಕಾಶವನ್ನು ಸದುಪಯೋಗ ಮಾಡಿಕೊಳ್ಳಬೇಕೆಂದು ಕರೆ ನೀಡಿದರು. ಅಂಗನವಾಡಿ ಮೇಲ್ವಿಚಾರಕಿ ಶಾರದಮ್ಮ ಮಾತನಾಡುತ್ತಾ ಮಹಿಳೆಯರು ಸ್ವಾವಲಂಬಿಗಳಾಗಿ ಬದುಕಲು ಹಾಗೂ ಆರ್ಥಿಕವಾಗಿ ಸಬಲರಾಗಬೇಕೆಂದು ಬ್ಯಾಂಕುಗಳು ಹಲವಾರು ಯೋಜನೆಗಳನ್ನು ರೂಪಿಸಿದ್ದು ಅದರಲ್ಲಿ ಮುದ್ರಾ ಯೋಜನೆಯಡಿ ಸಾಲ ಸೌಲಭ್ಯ ಪಡೆಯಬಹುದು ಎಂದರು. ಗ್ರಾಮಸ್ಥರು ಶಿಬಿರವನ್ನು ಯಶಸ್ವಿಗೊಳಿಸಿದರು.: [751, 586, 939, 777]
- ad-office: ಕಾರ್ಯಪಾಲಕ ಇಂಜಿನಿಯರ್‌ರವರ ಕಛೇರಿ, ಚಾಮರಾಜನಗರ ವಿಭಾಗ,: [741, 1137, 907, 1146]
- pullquote: ಕೇನ್ಸ್ ಎಲೆಕ್ಟ್ರಾನಿಕ್ ಮ್ಯಾನ್ಯುಫ್ಯಾಕ್ಚರಿಂಗ್ ಹಾಗೂ ಕಲರ್ ಟೋನ್ ಟೆಕ್ಸ್‌ಟೈಲ್ ಪ್ರೈಲಿಮಿಟೆಡ್‌ನಿಂದ ಸೌಲಭ್ಯ: [135, 962, 243, 1025]
- paragraph: ನಂತರ ಮಾತನಾಡಿದ ಅವರು ಸ್ಥಳೀಯ ನಿರುದ್ಯೋಗಿ ಯುವಜನರು ಸ್ವಾವಲಂಬಿ ಬದುಕು ಕಟ್ಟಿಕೊಳ್ಳಬೇಕೆಂಬ ಉದ್ದೇಶದಿಂದ ಆಯೋಜಿಸಲಾಗುವ ಉದ್ಯೋಗ ಮೇಳ ದಂತಹ ಅವಕಾಶವನ್ನು ಸದ್ಬಳಕೆ ಮಾಡಿಕೊಳ್ಳಬೇಕು ಎಂದು ಸಲಹೆ ಮಾಡಿದರು. ಪ್ರತಿಯೊಬ್ಬರು ಸರ್ಕಾರಿ ಉದ್ಯೋಗ ಪಡೆಯಲು ಸಾಧ್ಯವಾಗುವುದಿಲ್ಲ. ಖಾಸಗಿ ಕ್ಷೇತ್ರಗಳಲ್ಲೂ ಸಾಕಷ್ಟು ಉತ್ತಮ ಉದ್ಯೋಗಗಳು ಇವೆ. ಅರ್ಹತೆಗನುಗುಣವಾಗಿ ಉದ್ಯೋಗ ಪಡೆಯಲು ನೆರವಾಗಬೇಕೆಂಬ ಉದ್ದೇಶದಿಂದ ಜಿಲ್ಲಾಡಳಿತ, ಜಿಲ್ಲಾ ಪಂಚಾಯತ್, ಇನ್ನಿತರ ಇಲಾಖೆಗಳು ಸ್ಥಳೀಯವಾಗಿ ಉದ್ಯೋಗ ಮೇಳವನ್ನು ಏರ್ಪಡಿಸುತ್ತಿವೆ. ಇಂತಹ ಅವಕಾಶವನ್ನು ಯುವಜನರು ಬಳಸಿಕೊಳ್ಳಬೇಕು ಅಧ್ಯಕ್ಷರಾದ ಹೆಚ್.ವಿ. ಚಂದ್ರು ಅವರು ತಿಳಿಸಿದರು.: [372, 157, 552, 303]
- kuvempu-intro: [300, 428, 446, 562]
- paragraph: ಹುಳಿಯಾರು ಪಟ್ಟಣ ಪಂಚಾಯ್ತಿ ಅಧಿಕಾರಿಗಳಿಂದ ನಿಷೇಧಿತ ಪ್ಲಾಸ್ಟಿಕ್ ರೈಡ್ ಮುಂದುವರಿದಿದ್ದು ಎರಡನೇ ರೈಡ್ ಸಂದರ್ಭದಲ್ಲಿ ಸಂತೆ ವ್ಯಾಪಾರಿಗಳಿಗೆ ಅಧಿಕಾರಿಗಳು ಬಿಸಿ ಮುಟ್ಟಿಸಿದರು. ಅಲ್ಲದೆ ವ್ಯಾಪಾರಿಗಳ ಜೊತೆ ವಾಗ್ವಾದ ನಡೆಸಿ ಅರಿವು ಮೂಡಿಸುವ ಪ್ರಯತ್ನ ಪಟ್ಟರು. ಸಂತೆಯಲ್ಲಿ ಅಂಗಡಿಗಳನ್ನು ಹಾಕಿಕೊಂಡು ಒಳ್ಳೆಯ ಲಾಭದ ನಿರೀಕ್ಷೆಯಲ್ಲಿದ್ದ ವ್ಯಾಪಾರಿಗಳಿಗೆ ಮುಂಜಾನೆಯೆ ಪಪಂ ಅಧಿಕಾರಿಗಳು ಪ್ಲಾಸ್ಟಿಕ್ ಕವರ್‌ಗಳನ್ನು ವಶಪಡಿಸಿಕೊಂಡು ಲಾಸ್ ಮಾಡಿದರು. ಅಧಿಕಾರಿಗಳು ಪ್ಲಾಸ್ಟಿಕ್ ಕವರ್ ರೈಡ್ ಮಾಡುತ್ತಿರುವ ವಿಷಯ ತಿಳಿದ ವ್ಯಾಪಾರಿಗಳು ತಾವು ತಂದಿದ್ದ ಕವರ್‌ಗಳನ್ನು ತರಕಾರಿ ಚೀಲದಲ್ಲಿ, ತರಕಾರಿ ಕೆಳಗೆ, ಹಾವು ಕುಳಿತ ಸ್ಥಳದ ಕೆಳಗೆ ಹೀಗೆ ಅನೇಕ ಕಡೆ ಬಚ್ಚಿಟ್ಟಿದ್ದರು. ಆದರೂ ಪಂಚಾಯ್ತಿ ಪೌರ ಕಾರ್ಮಿಕರು ಪತ್ತೆ ಹಚ್ಚಿ ವಶಪಡಿಸಿಕೊಂಡರು. ಕೆಲ ವ್ಯಾಪಾರಿಗಳು ಪ್ಲಾಸ್ಟಿಕ್ ಕವರ್ ಬಳಸದಂತೆ ತಾಕೀತು ಮಾಡಲಾಯಿತು. ಮುಖ್ಯಾಧಿಕಾರಿಗಳು ಮಾತನಾಡಿ ನಿಷೇಧಿತ ಪ್ಲಾಸ್ಟಿಕ್ ಬಳಕೆ ಮಾಡಿದರೆ ದಂಡ ವಿಧಿಸಲಾಗುವುದು, ಪರಿಸರ ಸಂರಕ್ಷಣೆಗೆ ಎಲ್ಲರೂ ಸಹಕರಿಸಬೇಕು ಎಂದರು. ಬಟ್ಟೆ ಚೀಲ ಬಳಸುವಂತೆ ಗ್ರಾಹಕರಲ್ಲಿ ಅರಿವು ಮೂಡಿಸಲಾಯಿತು. ಈ ಸಂದರ್ಭದಲ್ಲಿ ಆರೋಗ್ಯ ನಿರೀಕ್ಷಕರು ಹಾಗೂ ಪೌರ ಕಾರ್ಮಿಕರು ಹಾಜರಿದ್ದರು.: [751, 96, 939, 287]
- paragraph-list: [559, 112, 737, 315]
- kuvempu-body: [300, 565, 736, 889]
- paragraph-list: [300, 565, 440, 859]
- kuvempu-headline-1: ಕುವೆಂಪು ಆಶಯದ ವೈಚಾರಿಕತೆಗೆ: [332, 344, 706, 384]
- job-fair-col-3: [372, 112, 552, 338]
- logo-part-2: ಮುಗಿಲು: [802, 3, 856, 25]
- paragraph-list: [4, 951, 120, 1098]
- raj-felicitation-photo: [6, 418, 284, 518]
- paragraph: ರಾಷ್ಟ್ರೀಯ ಬಾಲ ಸ್ವಾಸ್ಥ್ಯ (ಆರ್.ಬಿ.ಎಸ್.ಕೆ) ಕಾರ್ಯಕ್ರಮದಡಿ ಜಿಲ್ಲೆಯ 18 ವರ್ಷದೊಳಗಿನ ಶ್ರವಣ ದೋಷವುಳ್ಳ 111 ಮಕ್ಕಳನ್ನು ಗುರುತಿಸಿ ಉಚಿತವಾಗಿ ಶ್ರವಣ ಸಾಧನಗಳನ್ನು ವಿತರಿಸಿರುವುದು ಮಾನವೀಯತೆಯನ್ನು ಮೆರೆದ ಅರ್ಥಪೂರ್ಣ ಕಾರ್ಯಕ್ರಮ ಎಂದು ಉನ್ನತ ಶಿಕ್ಷಣ ಸಚಿವ ಹಾಗೂ ಜಿಲ್ಲಾ ಉಸ್ತುವಾರಿ ಸಚಿವರಾದ ಡಾ.ಎಂ.ಸಿ.ಸುಧಾಕರ್ ಅವರು ತಿಳಿಸಿದರು.: [250, 1152, 470, 1208]
- paragraph: ನಗರದ ಜಿಲ್ಲಾಡಳಿತ ಭವನದ ಮುಂಭಾಗದಲ್ಲಿ ಜಿಲ್ಲಾಧಿಕಾರಿ ಶ್ರೀರೂಪ ಹಾಗೂ ಜಿಲ್ಲಾ ಗ್ಯಾರಂಟಿ ಯೋಜನೆ ಅನುಷ್ಠಾನ ಪ್ರಾಧಿಕಾರದ ಅಧ್ಯಕ್ಷರಾದ ಹೆಚ್.ವಿ. ಚಂದ್ರು ಅವರು ವಿಶೇಷಚೇತನ ಫಲಾನುಭವಿಗಳಿಗೆ ತ್ರಿಚಕ್ರ ವಾಹನಗಳನ್ನು ವಿತರಿಸಿದರು.: [4, 984, 120, 1063]
- divider: [0, 1101, 945, 1103]
- elderly-headline-1: ಹಿರಿಯ ದಂಪತಿಗಳಿಗೆ: [21, 1288, 219, 1321]
- ad-email: ಇಮೇಲ್: eecnr@kpwd.gov.in/pwdeechngr@gmail.com: [723, 1158, 925, 1168]
- elderly-headline-2: ಸನ್ಮಾನ ಸಮಾರಂಭ: [30, 1321, 210, 1354]
- paragraph: ಜಿಲ್ಲಾ ಪೊಲೀಸ್ ವರಿಷ್ಠಾಧಿಕಾರಿ ಎಂ.ಎಸ್. ಶಶಿಧರ್, ಉಪವಿಭಾಗಾಧಿಕಾರಿ ದಿನೇಶ್ ಕುಮಾರ್ ಮೀನಾ, ಜಿಲ್ಲಾ ಪಂಚಾಯತ್ ಉಪ ಕಾರ್ಯದರ್ಶಿ ಕೃಷಿ. ಡಿ.ಸಿ, ಗ್ಯಾರಂಟಿ ಯೋಜನೆಯ ತಾಲೂಕು ಅಧ್ಯಕ್ಷರಾದ ಸೋಮೇಶ್ವರ, ಇತರರು ಈ ಸಂದರ್ಭದಲ್ಲಿ ಇದ್ದರು.: [188, 112, 320, 179]
